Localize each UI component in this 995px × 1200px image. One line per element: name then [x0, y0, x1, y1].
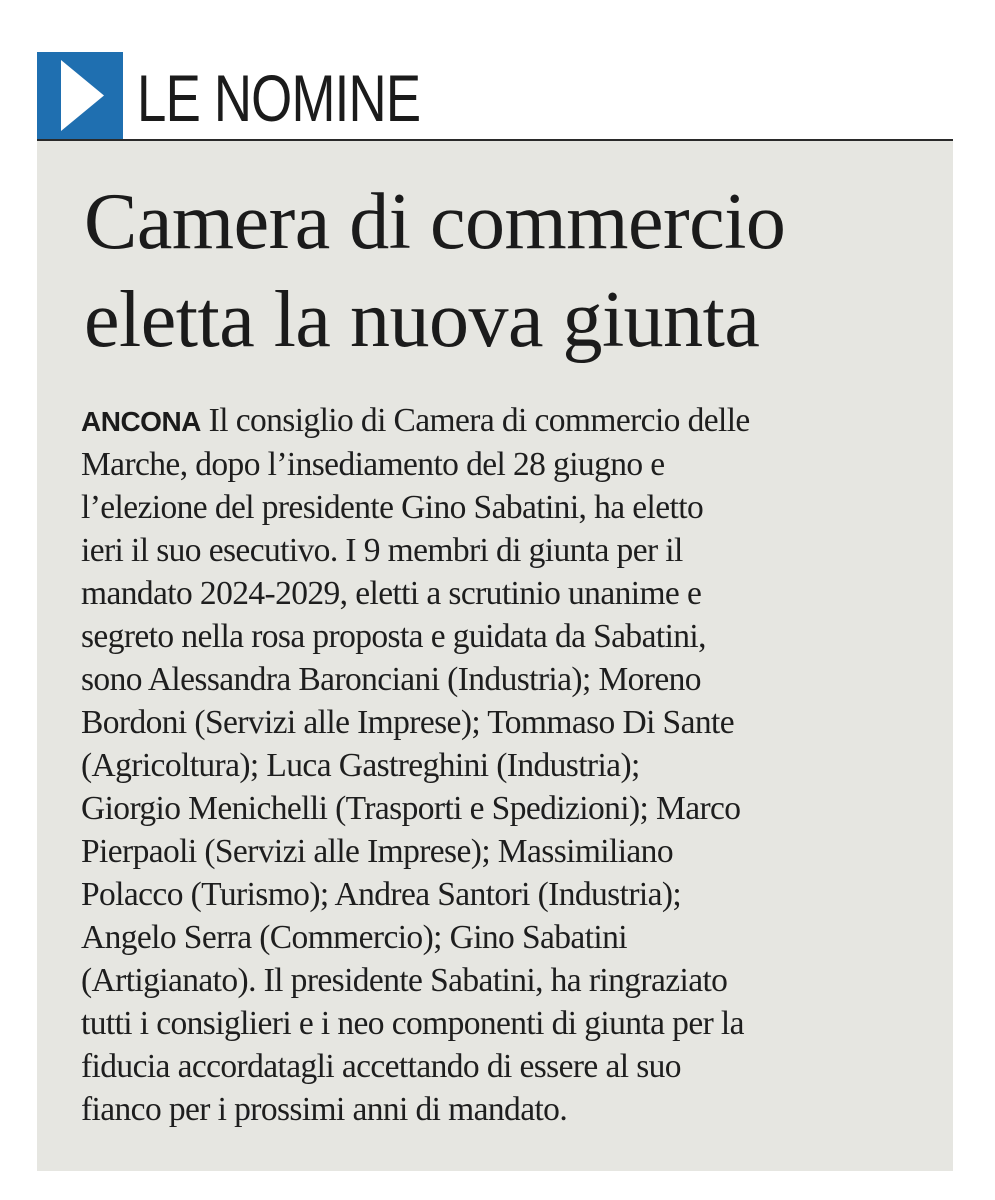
body-line: Bordoni (Servizi alle Imprese); Tommaso Di Sante — [81, 704, 734, 741]
body-line: Giorgio Menichelli (Trasporti e Spedizioni); Marco — [81, 790, 741, 827]
body-line: Pierpaoli (Servizi alle Imprese); Massimiliano — [81, 833, 673, 870]
body-line: Polacco (Turismo); Andrea Santori (Industria); — [81, 876, 682, 913]
body-line: fiducia accordatagli accettando di essere al suo — [81, 1048, 681, 1085]
body-line: fianco per i prossimi anni di mandato. — [81, 1091, 568, 1128]
section-label: LE NOMINE — [137, 61, 421, 135]
body-line: sono Alessandra Baronciani (Industria); Moreno — [81, 661, 701, 698]
body-line: (Artigianato). Il presidente Sabatini, ha ringraziato — [81, 962, 728, 999]
body-line-text: Il consiglio di Camera di commercio delle — [208, 402, 750, 439]
article-headline — [84, 173, 785, 369]
body-line: tutti i consiglieri e i neo componenti di giunta per la — [81, 1005, 744, 1042]
body-line: segreto nella rosa proposta e guidata da Sabatini, — [81, 618, 706, 655]
section-header — [37, 52, 953, 139]
body-line: ieri il suo esecutivo. I 9 membri di giunta per il — [81, 532, 683, 569]
body-line: (Agricoltura); Luca Gastreghini (Industria); — [81, 747, 640, 784]
play-triangle-icon — [37, 52, 123, 139]
body-line: l’elezione del presidente Gino Sabatini, ha eletto — [81, 489, 704, 526]
article-body — [81, 399, 941, 1131]
section-marker — [37, 52, 123, 139]
article-box — [37, 141, 953, 1171]
body-line: Angelo Serra (Commercio); Gino Sabatini — [81, 919, 627, 956]
body-line: Marche, dopo l’insediamento del 28 giugno e — [81, 446, 665, 483]
headline-line: eletta la nuova giunta — [84, 276, 760, 364]
headline-line: Camera di commercio — [84, 178, 786, 266]
dateline: ANCONA — [81, 406, 201, 437]
body-line — [81, 399, 941, 443]
body-line: mandato 2024-2029, eletti a scrutinio unanime e — [81, 575, 702, 612]
